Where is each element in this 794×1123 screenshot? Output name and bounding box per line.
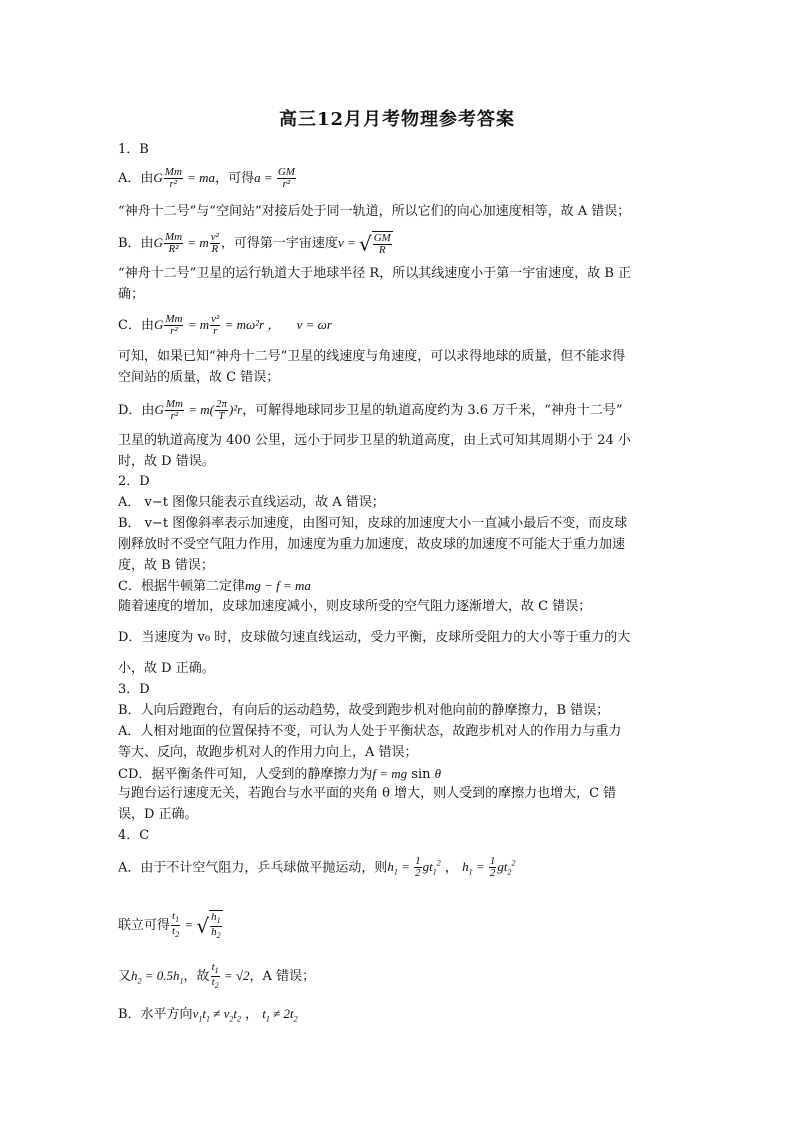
q1-option-c-formula: C．由G $\frac{Mm}{\text{r²}}$ = m $\frac{\text{v²}}{r}$ = mω²r ， v = ωr	[118, 313, 332, 337]
q1-option-c-text-1: 可知，如果已知“神舟十二号”卫星的线速度与角速度，可以求得地球的质量，但不能求得	[118, 349, 626, 364]
q2-answer: 2．D	[118, 474, 150, 489]
q1-option-b-formula: B．由G $\frac{Mm}{\text{R²}}$ = m $\frac{\text{v²}}{R}$ ，可得第一宇宙速度v = √ $\frac{GM}{R}$	[118, 231, 391, 256]
q3-option-a-text-2: 等大、反向，故跑步机对人的作用力向上，A 错误；	[118, 745, 418, 760]
q2-option-c-text: 随着速度的增加，皮球加速度减小，则皮球所受的空气阻力逐渐增大，故 C 错误；	[118, 599, 592, 614]
q4-option-a-formula: A．由于不计空气阻力，乒乓球做平抛运动，则$h_1$ = $\frac{1}{2}$ $gt_1^2$ ， $h_1$ = $\frac{1}{2}$ $gt_2^2$	[118, 855, 516, 880]
q1-option-d-text-1: 卫星的轨道高度为 400 公里，远小于同步卫星的轨道高度，由上式可知其周期小于 24 小	[118, 433, 631, 448]
q2-option-a-text: A． v−t 图像只能表示直线运动，故 A 错误；	[118, 495, 385, 510]
page-title: 高三12月月考物理参考答案	[278, 109, 516, 130]
q1-option-d-formula: D．由G $\frac{Mm}{\text{r²}}$ = m( $\frac{2\pi}{T}$ )²r，可解得地球同步卫星的轨道高度约为 3.6 万千米，“神舟十二号”	[118, 398, 623, 422]
q1-option-b-text-2: 确；	[118, 287, 145, 302]
q4-combined-formula: 联立可得 $\frac{t_1}{t_2}$ = √ $\frac{h_1}{h_2}$	[118, 910, 221, 941]
q4-ratio-formula: 又$h_2 = 0.5h_1$，故 $\frac{t_1}{t_2}$ = √2，A 错误；	[118, 961, 316, 991]
q3-option-cd-formula: CD．据平衡条件可知，人受到的静摩擦力为f = mg sin θ	[118, 766, 442, 782]
q3-option-b-text: B．人向后蹬跑台，有向后的运动趋势，故受到跑步机对他向前的静摩擦力，B 错误；	[118, 703, 610, 718]
q1-answer: 1．B	[118, 142, 149, 157]
q2-option-b-text-1: B． v−t 图像斜率表示加速度，由图可知，皮球的加速度大小一直减小最后不变，而皮球	[118, 516, 628, 531]
q1-option-c-text-2: 空间站的质量，故 C 错误；	[118, 370, 280, 385]
q4-answer: 4．C	[118, 828, 150, 843]
q1-option-a-formula: A．由G $\frac{Mm}{\text{r²}}$ = ma，可得a = $\frac{GM}{\text{r²}}$	[118, 166, 295, 190]
q2-option-b-text-3: 度，故 B 错误；	[118, 558, 214, 573]
q3-option-cd-text-1: 与跑台运行速度无关，若跑台与水平面的夹角 θ 增大，则人受到的摩擦力也增大，C 错	[118, 786, 617, 801]
q3-option-cd-text-2: 误，D 正确。	[118, 807, 198, 822]
q1-option-b-text-1: “神舟十二号”卫星的运行轨道大于地球半径 R，所以其线速度小于第一宇宙速度，故 B 正	[118, 266, 632, 281]
q2-option-d-text-2: 小，故 D 正确。	[118, 661, 215, 676]
q3-answer: 3．D	[118, 682, 150, 697]
q4-option-b-formula: B．水平方向$v_1t_1 \ne v_2t_2$ ， $t_1 \ne 2t_2$	[118, 1006, 298, 1024]
q1-option-d-text-2: 时，故 D 错误。	[118, 454, 215, 469]
q2-option-b-text-2: 刚释放时不受空气阻力作用，加速度为重力加速度，故皮球的加速度不可能大于重力加速	[118, 537, 626, 552]
q1-option-a-text: “神舟十二号”与“空间站”对接后处于同一轨道，所以它们的向心加速度相等，故 A 错误；	[118, 204, 631, 219]
q3-option-a-text-1: A．人相对地面的位置保持不变，可认为人处于平衡状态，故跑步机对人的作用力与重力	[118, 724, 622, 739]
q2-option-c-formula: C．根据牛顿第二定律mg − f = ma	[118, 578, 311, 594]
q2-option-d-text-1: D．当速度为 v₀ 时，皮球做匀速直线运动，受力平衡，皮球所受阻力的大小等于重力的大	[118, 630, 631, 645]
